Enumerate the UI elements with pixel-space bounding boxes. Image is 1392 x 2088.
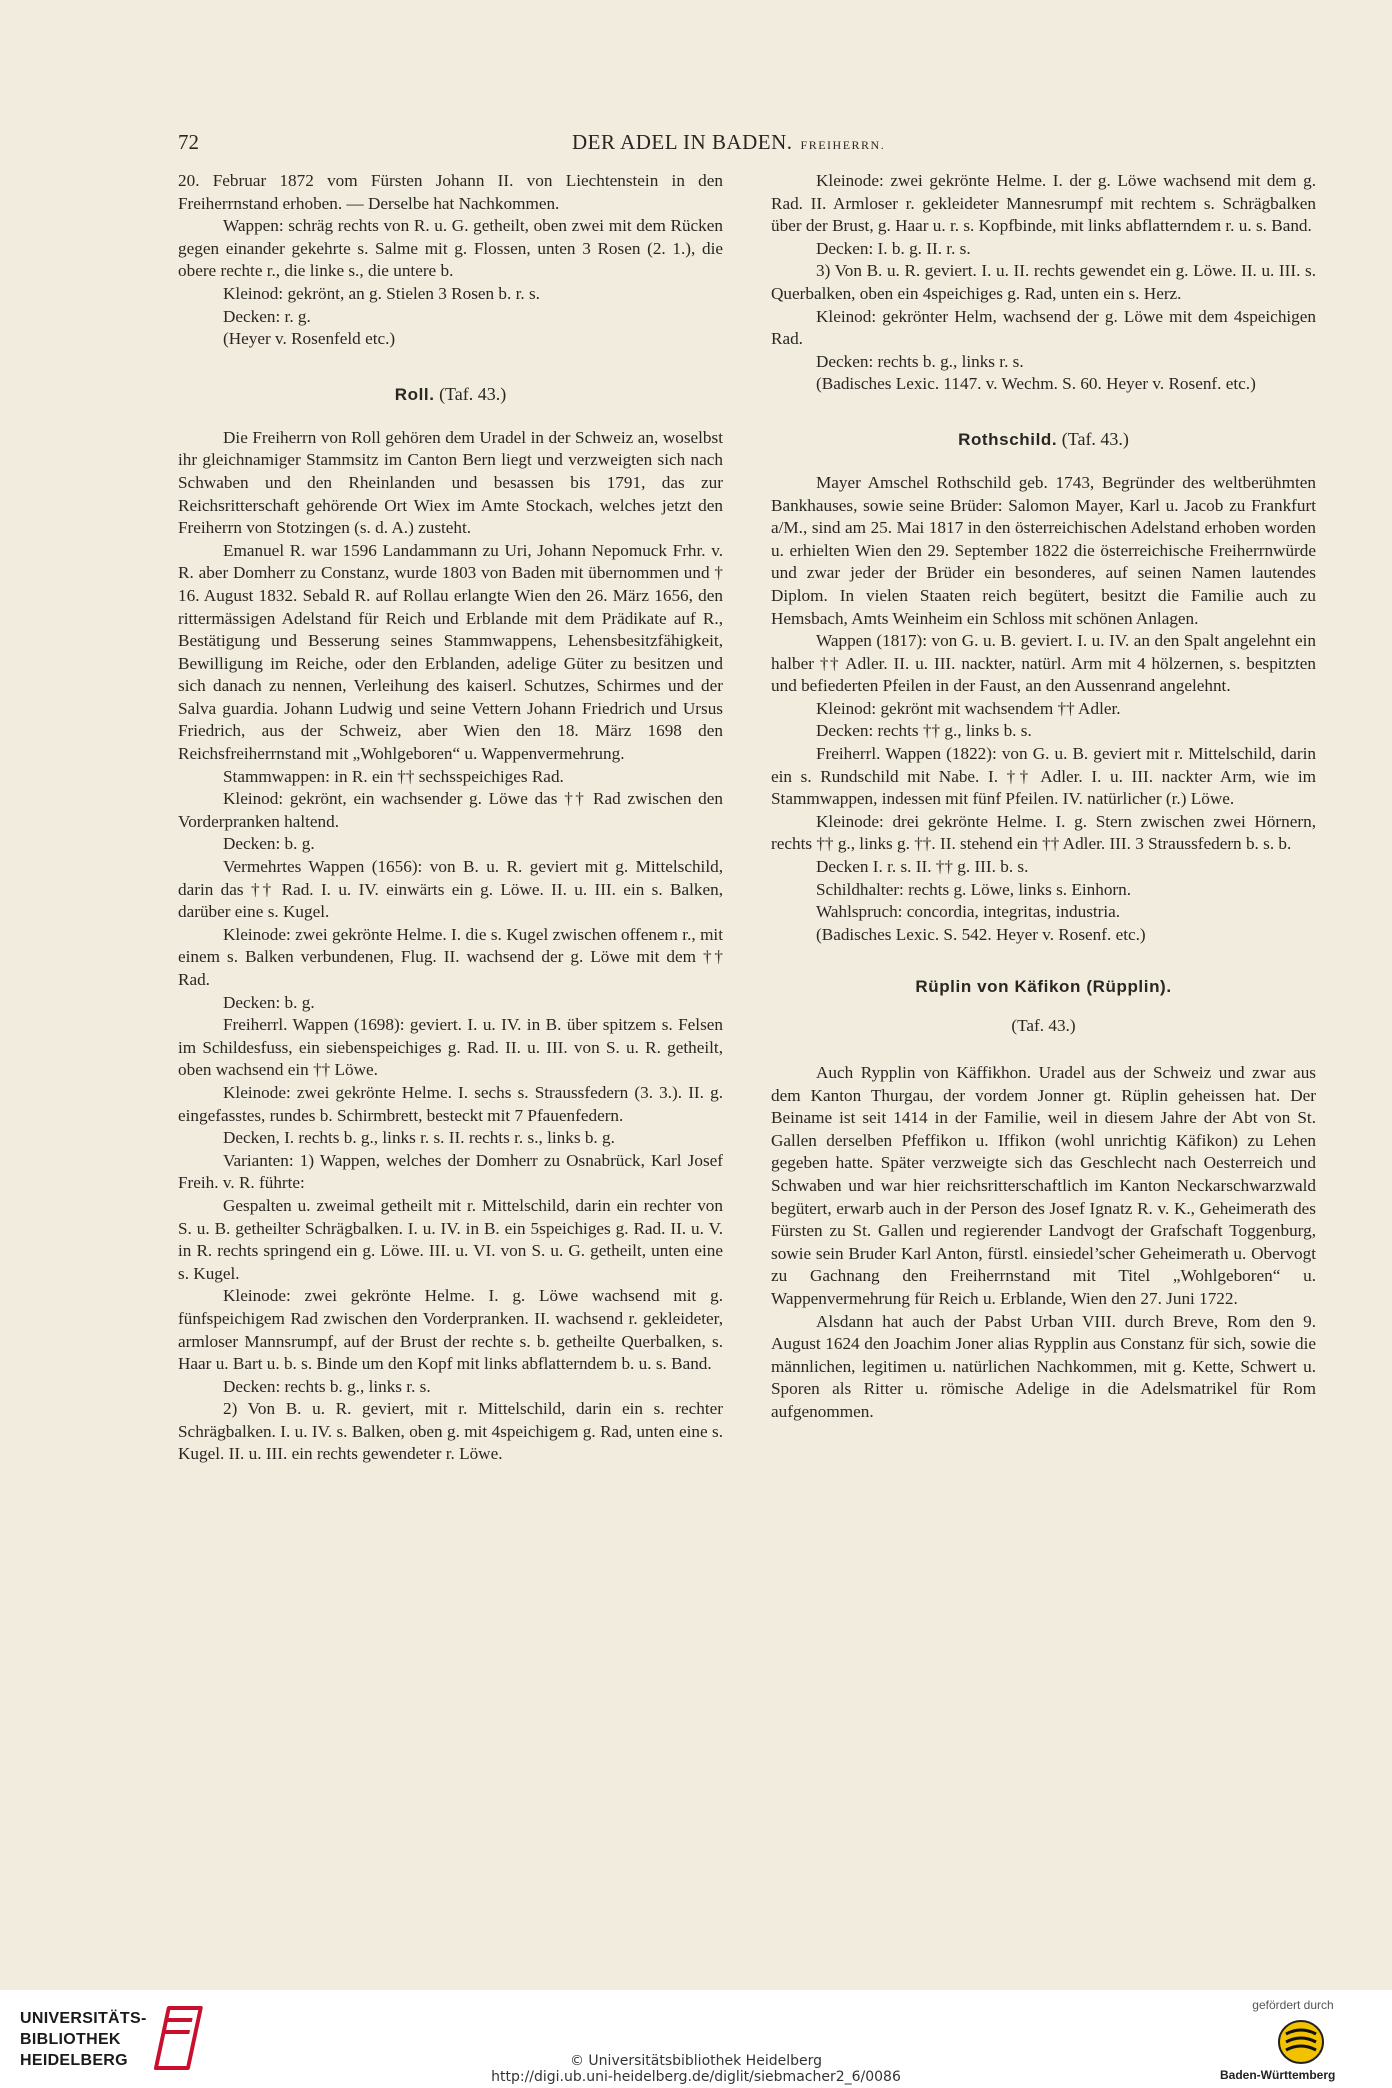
- paragraph: Wappen (1817): von G. u. B. geviert. I. u. IV. an den Spalt angelehnt ein halber †† Adler. II. u. III. nackter, natürl. Arm mit 4 hölzernen, s. bespitzten und befiederten Pfeilen in der Faust, an den Aussenrand angelehnt.: [771, 631, 1316, 696]
- copyright-notice: © Universitätsbibliothek Heidelberg: [569, 2053, 822, 2069]
- paragraph: (Badisches Lexic. 1147. v. Wechm. S. 60. Heyer v. Rosenf. etc.): [816, 374, 1256, 394]
- paragraph: Kleinode: zwei gekrönte Helme. I. der g. Löwe wachsend mit dem g. Rad. II. Armloser r. gekleideter Mannesrumpf mit rechtem s. Schrägbalken über der Brust, g. Haar u. r. s. Kopfbinde, mit links abflatterndem r. u. s. Band.: [771, 171, 1316, 236]
- paragraph: Vermehrtes Wappen (1656): von B. u. R. geviert mit g. Mittelschild, darin das †† Rad. I. u. IV. einwärts ein g. Löwe. II. u. III. ein s. Balken, darüber eine s. Kugel.: [178, 857, 723, 922]
- sponsor-block[interactable]: [1220, 1998, 1378, 2086]
- running-title-text: DER ADEL IN BADEN.: [572, 130, 793, 154]
- paragraph: 2) Von B. u. R. geviert, mit r. Mittelschild, darin ein s. rechter Schrägbalken. I. u. IV. s. Balken, oben g. mit 4speichigem g. Rad, unten eine s. Kugel. II. u. III. ein rechts gewendeter r. Löwe.: [178, 1399, 723, 1464]
- entry-name: Rothschild.: [958, 429, 1058, 449]
- paragraph: Freiherrl. Wappen (1698): geviert. I. u. IV. in B. über spitzem s. Felsen im Schildesfuss, ein siebenspeichiges g. Rad. II. u. III. von S. u. R. getheilt, oben wachsend ein †† Löwe.: [178, 1015, 723, 1080]
- paragraph: Decken: b. g.: [223, 834, 315, 854]
- paragraph: Kleinode: drei gekrönte Helme. I. g. Stern zwischen zwei Hörnern, rechts †† g., links g. ††. II. stehend ein †† Adler. III. 3 Straussfedern b. s. b.: [771, 811, 1316, 854]
- document-url-link[interactable]: http://digi.ub.uni-heidelberg.de/diglit/siebmacher2_6/0086: [491, 2069, 901, 2085]
- entry-heading-roll: [178, 382, 723, 407]
- paragraph: Decken I. r. s. II. †† g. III. b. s.: [816, 857, 1029, 877]
- paragraph: Schildhalter: rechts g. Löwe, links s. Einhorn.: [816, 879, 1132, 899]
- entry-name: Roll.: [394, 384, 435, 404]
- paragraph: 3) Von B. u. R. geviert. I. u. II. rechts gewendet ein g. Löwe. II. u. III. s. Querbalken, oben ein 4speichiges g. Rad, unten ein s. Herz.: [771, 261, 1316, 303]
- paragraph: Alsdann hat auch der Pabst Urban VIII. durch Breve, Rom den 9. August 1624 den Joachim Joner alias Rypplin aus Constanz für sich, sowie die männlichen, legitimen u. natürlichen Nachkommen, mit g. Kette, Schwert u. Sporen als Ritter u. römische Adelige in die Adelsmatrikel für Rom aufgenommen.: [771, 1311, 1316, 1421]
- paragraph: Stammwappen: in R. ein †† sechsspeichiges Rad.: [223, 766, 564, 786]
- paragraph: Auch Rypplin von Käffikhon. Uradel aus der Schweiz und zwar aus dem Kanton Thurgau, der vordem Jonner gt. Rüplin geheissen hat. Der Beiname ist seit 1414 in der Familie, weil in diesem Jahre der Abt von St. Gallen derselben Pfeffikon u. Iffikon (wohl unrichtig Käfikon) zu Lehen gegeben hatte. Später verzweigte sich das Geschlecht nach Oesterreich und Schwaben und war hier reichsritterschaftlich im Kanton Neckarschwarzwald begütert, erwarb auch in der Person des Josef Ignatz R. v. K., Geheimerath des Fürsten zu St. Gallen und regierender Landvogt der Grafschaft Toggenburg, sowie sein Bruder Karl Anton, fürstl. einsiedel’scher Geheimerath u. Obervogt zu Gachnang den Freiherrnstand mit Titel „Wohlgeboren“ u. Wappenvermehrung für Reich u. Erblande, Wien den 27. Juni 1722.: [771, 1063, 1316, 1308]
- paragraph: Decken: r. g.: [223, 306, 311, 326]
- paragraph: Kleinode: zwei gekrönte Helme. I. sechs s. Straussfedern (3. 3.). II. g. eingefasstes, rundes b. Schirmbrett, besteckt mit 7 Pfauenfedern.: [178, 1082, 723, 1125]
- paragraph: (Badisches Lexic. S. 542. Heyer v. Rosenf. etc.): [816, 924, 1146, 944]
- paragraph: Gespalten u. zweimal getheilt mit r. Mittelschild, darin ein rechter von S. u. B. getheilter Schrägbalken. I. u. IV. in B. ein 5speichiges g. Rad. II. u. V. in R. rechts springend ein g. Löwe. III. u. VI. von S. u. G. getheilt, unten eine s. Kugel.: [178, 1195, 723, 1283]
- running-head: [178, 130, 1324, 160]
- paragraph: Kleinod: gekrönt, an g. Stielen 3 Rosen b. r. s.: [223, 283, 540, 303]
- paragraph: Mayer Amschel Rothschild geb. 1743, Begründer des weltberühmten Bankhauses, sowie seine Brüder: Salomon Mayer, Karl u. Jacob zu Frankfurt a/M., sind am 25. Mai 1817 in den österreichischen Adelstand erhoben worden u. erhielten Wien den 29. September 1822 die österreichische Freiherrnwürde und zwar jeder der Brüder ein besonderes, auf seinen Namen lautendes Diplom. In vielen Staaten reich begütert, besitzt die Familie auch zu Hemsbach, Amts Weinheim ein Schloss mit schönen Anlagen.: [771, 472, 1316, 628]
- paragraph: Kleinod: gekrönt mit wachsendem †† Adler.: [816, 698, 1121, 718]
- entry-heading-rothschild: [771, 427, 1316, 452]
- paragraph: Emanuel R. war 1596 Landammann zu Uri, Johann Nepomuck Frhr. v. R. aber Domherr zu Constanz, wurde 1803 von Baden mit übernommen und † 16. August 1832. Sebald R. auf Rollau erlangte Wien den 26. März 1656, den rittermässigen Adelstand für Reich und Erblande mit dem Prädikate auf R., Bestätigung und Besserung seines Stammwappens, Lehensbesitzfähigkeit, Bewilligung im Reiche, oder den Erblanden, adelige Güter zu besitzen und sich danach zu nennen, Verleihung des kaiserl. Schutzes, Schirmes und der Salva guardia. Johann Ludwig und seine Vettern Johann Friedrich und Ursus Friedrich, aus der Schweiz, aber Wien den 18. März 1698 den Reichsfreiherrnstand mit „Wohlgeboren“ u. Wappenvermehrung.: [178, 540, 723, 764]
- paragraph: Wahlspruch: concordia, integritas, industria.: [816, 902, 1121, 922]
- library-name-line: BIBLIOTHEK: [20, 2031, 121, 2048]
- paragraph: Kleinode: zwei gekrönte Helme. I. g. Löwe wachsend mit g. fünfspeichigem Rad zwischen den Vorderpranken. II. wachsend r. gekleideter, armloser Mannsrumpf, auf der Brust der rechte s. b. getheilte Querbalken, s. Haar u. Bart u. b. s. Binde um den Kopf mit links abflatterndem b. u. s. Band.: [178, 1286, 723, 1374]
- plate-reference: (Taf. 43.): [1011, 1016, 1076, 1036]
- library-name-line: HEIDELBERG: [20, 2052, 128, 2069]
- running-title: [572, 130, 885, 155]
- state-coat-of-arms-icon: [1276, 2018, 1326, 2066]
- paragraph: Decken: b. g.: [223, 992, 315, 1012]
- paragraph: Varianten: 1) Wappen, welches der Domherr zu Osnabrück, Karl Josef Freih. v. R. führte:: [178, 1150, 723, 1193]
- paragraph: Kleinod: gekrönt, ein wachsender g. Löwe das †† Rad zwischen den Vorderpranken haltend.: [178, 789, 723, 831]
- page-number: 72: [178, 130, 199, 154]
- plate-reference: (Taf. 43.): [439, 383, 507, 404]
- paragraph: Die Freiherrn von Roll gehören dem Uradel in der Schweiz an, woselbst ihr gleichnamiger Stammsitz im Canton Bern liegt und verzweigten sich nach Schwaben und den Rheinlanden und besassen bis 1791, das zur Reichsritterschaft gehörende Ort Wiex im Amte Stockach, welches jetzt den Freiherrn von Stotzingen (s. d. A.) zusteht.: [178, 427, 723, 538]
- paragraph: (Heyer v. Rosenfeld etc.): [223, 329, 396, 349]
- paragraph: Decken: I. b. g. II. r. s.: [816, 238, 971, 258]
- paragraph: Kleinod: gekrönter Helm, wachsend der g. Löwe mit dem 4speichigen Rad.: [771, 306, 1316, 349]
- library-name-line: UNIVERSITÄTS-: [20, 2010, 147, 2027]
- paragraph: Decken: rechts b. g., links r. s.: [816, 351, 1024, 371]
- paragraph: Decken: rechts b. g., links r. s.: [223, 1376, 431, 1396]
- paragraph: Freiherrl. Wappen (1822): von G. u. B. geviert mit r. Mittelschild, darin ein s. Rundschild mit Nabe. I. †† Adler. I. u. III. nackter Arm, wie im Stammwappen, indessen mit fünf Pfeilen. IV. natürlicher (r.) Löwe.: [771, 744, 1316, 809]
- left-column: [178, 170, 723, 1466]
- paragraph: Decken: rechts †† g., links b. s.: [816, 721, 1032, 741]
- sponsor-name: Baden-Württemberg: [1220, 2068, 1336, 2082]
- right-column: [771, 170, 1316, 1424]
- running-section: FREIHERRN.: [800, 138, 886, 152]
- paragraph: Wappen: schräg rechts von R. u. G. getheilt, oben zwei mit dem Rücken gegen einander gekehrte s. Salme mit g. Flossen, unten 3 Rosen (2. 1.), die obere rechte r., die linke s., die untere b.: [178, 216, 723, 281]
- paragraph: Decken, I. rechts b. g., links r. s. II. rechts r. s., links b. g.: [223, 1128, 615, 1148]
- plate-reference: (Taf. 43.): [1061, 428, 1129, 449]
- entry-heading-rueplin: [771, 974, 1316, 999]
- paragraph: 20. Februar 1872 vom Fürsten Johann II. von Liechtenstein in den Freiherrnstand erhoben. — Derselbe hat Nachkommen.: [178, 171, 723, 213]
- sponsor-label: gefördert durch: [1252, 1998, 1334, 2012]
- entry-name: Rüplin von Käfikon (Rüpplin).: [915, 977, 1172, 997]
- paragraph: Kleinode: zwei gekrönte Helme. I. die s. Kugel zwischen offenem r., mit einem s. Balken verbundenen, Flug. II. wachsend der g. Löwe mit dem †† Rad.: [178, 924, 723, 989]
- book-page: [174, 120, 1324, 1955]
